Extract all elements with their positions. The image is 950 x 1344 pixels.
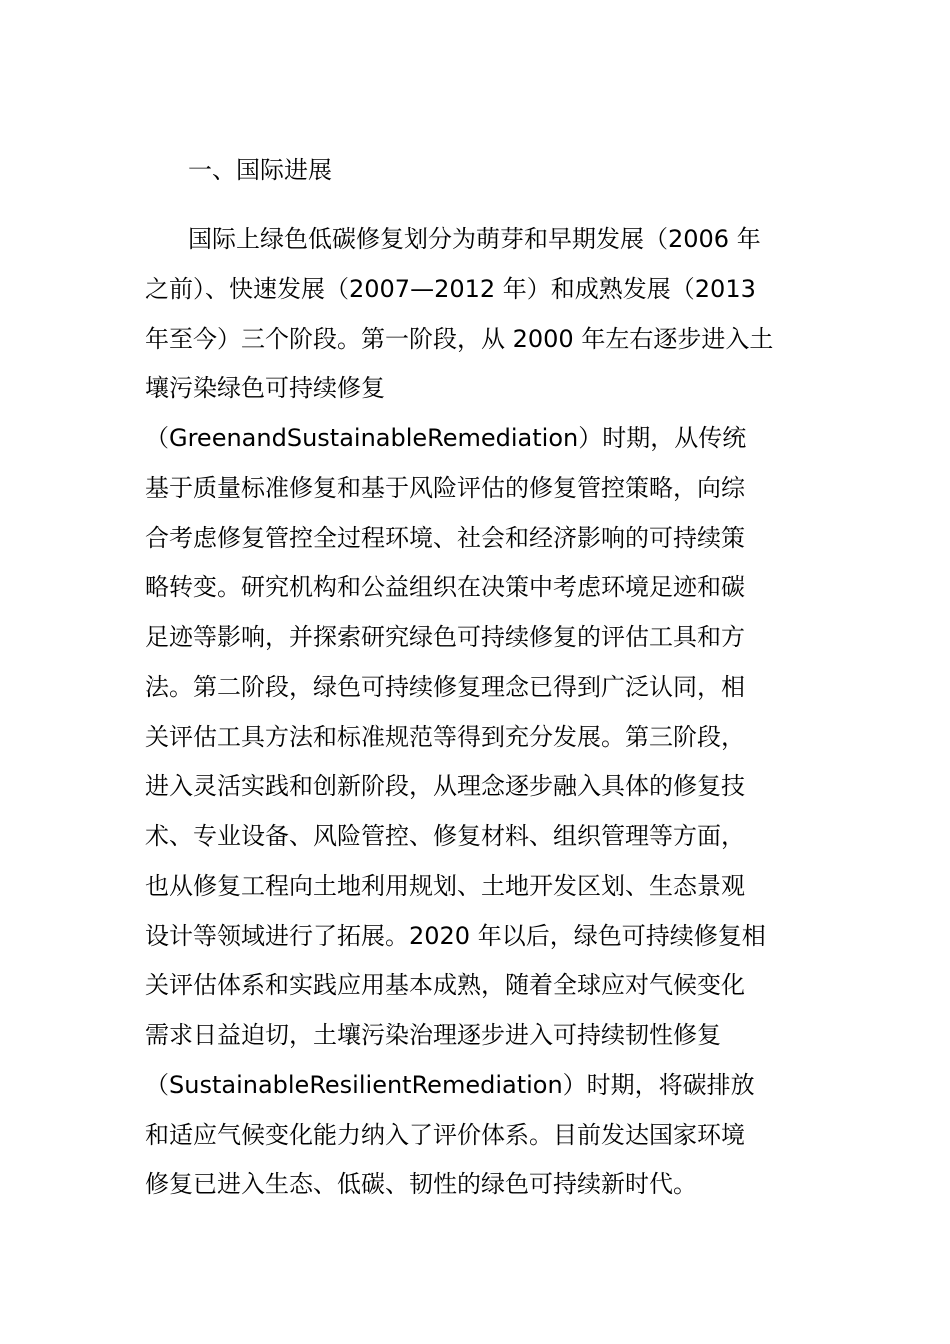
paragraph-line: 壤污染绿色可持续修复: [145, 374, 385, 403]
paragraph-line: 也从修复工程向土地利用规划、土地开发区划、生态景观: [145, 871, 745, 900]
paragraph-line: 关评估体系和实践应用基本成熟，随着全球应对气候变化: [145, 971, 745, 1000]
paragraph-line: 进入灵活实践和创新阶段，从理念逐步融入具体的修复技: [145, 772, 745, 801]
paragraph-line: 基于质量标准修复和基于风险评估的修复管控策略，向综: [145, 473, 745, 502]
paragraph-line: （GreenandSustainableRemediation）时期，从传统: [145, 424, 747, 452]
paragraph-line: 略转变。研究机构和公益组织在决策中考虑环境足迹和碳: [145, 573, 745, 602]
paragraph-line: 之前）、快速发展（2007—2012 年）和成熟发展（2013: [145, 274, 756, 303]
paragraph-line: 年至今）三个阶段。第一阶段，从 2000 年左右逐步进入土: [145, 324, 774, 353]
paragraph-line: 合考虑修复管控全过程环境、社会和经济影响的可持续策: [145, 523, 745, 552]
section-heading: 一、国际进展: [188, 156, 332, 184]
paragraph-line: （SustainableResilientRemediation）时期，将碳排放: [145, 1070, 755, 1099]
paragraph-line: 国际上绿色低碳修复划分为萌芽和早期发展（2006 年: [188, 225, 761, 253]
paragraph-line: 修复已进入生态、低碳、韧性的绿色可持续新时代。: [145, 1170, 697, 1199]
paragraph-line: 术、专业设备、风险管控、修复材料、组织管理等方面，: [145, 822, 745, 850]
paragraph-line: 足迹等影响，并探索研究绿色可持续修复的评估工具和方: [145, 623, 745, 651]
paragraph-line: 设计等领域进行了拓展。2020 年以后，绿色可持续修复相: [145, 921, 766, 950]
paragraph-line: 法。第二阶段，绿色可持续修复理念已得到广泛认同，相: [145, 672, 745, 701]
paragraph-line: 和适应气候变化能力纳入了评价体系。目前发达国家环境: [145, 1120, 745, 1149]
paragraph-line: 关评估工具方法和标准规范等得到充分发展。第三阶段，: [145, 722, 745, 751]
paragraph-line: 需求日益迫切，土壤污染治理逐步进入可持续韧性修复: [145, 1021, 721, 1049]
body-paragraph: [145, 219, 825, 1214]
